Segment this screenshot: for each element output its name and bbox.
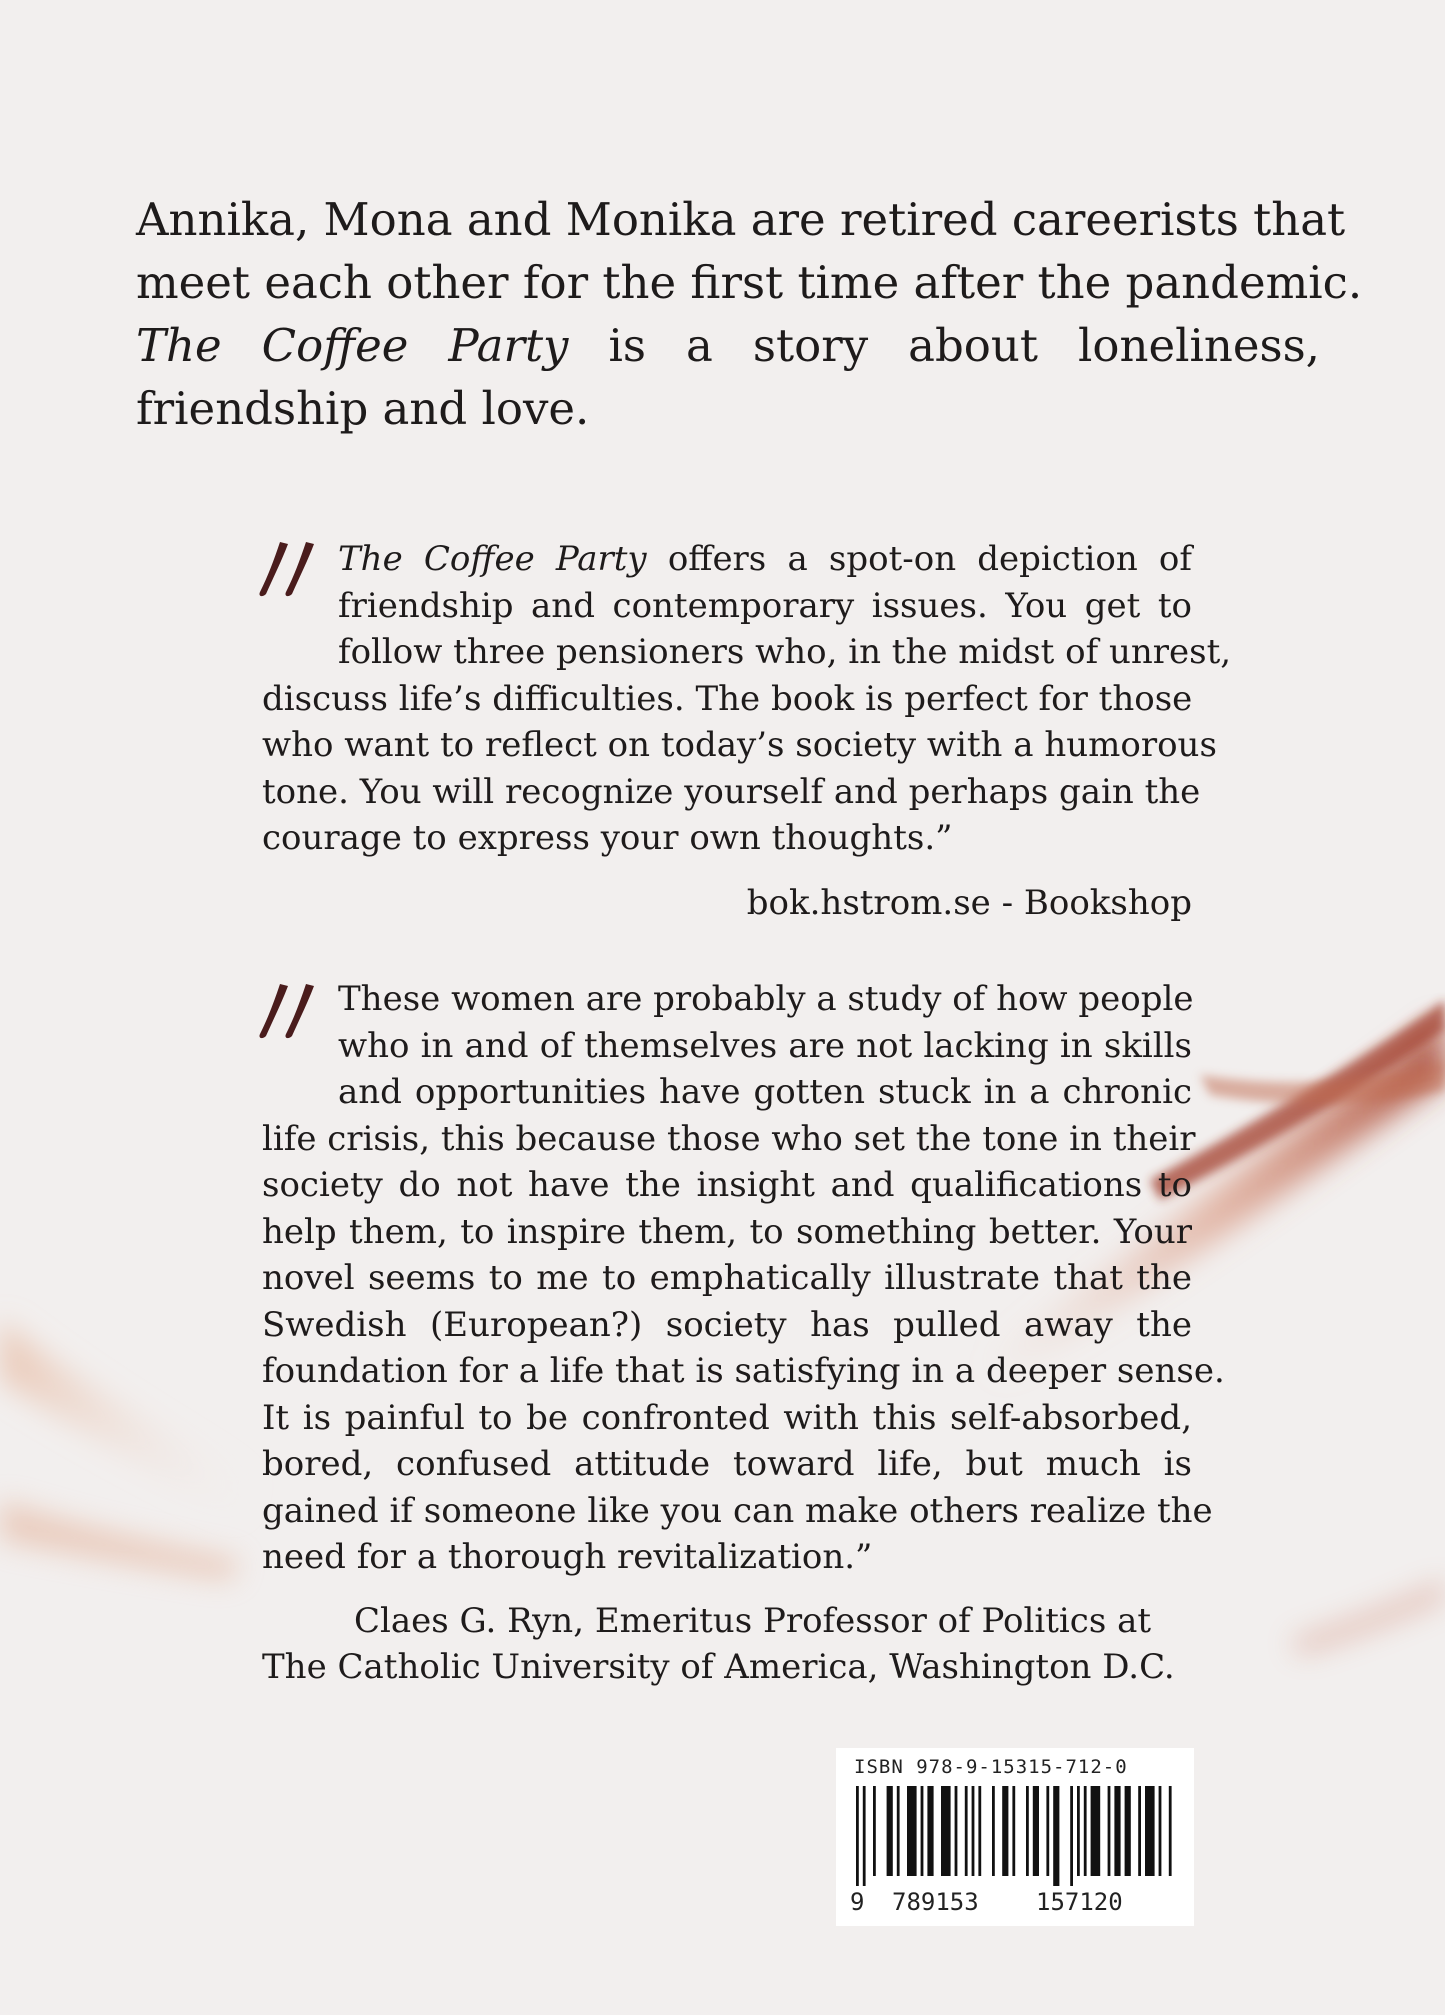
barcode-bar: [1070, 1786, 1073, 1886]
blurb-line-3: [136, 314, 1320, 377]
quote-2-line-7: novel seems to me to emphatically illustrate that the: [262, 1258, 1192, 1298]
barcode-bar: [1053, 1786, 1059, 1886]
blurb-line-4: friendship and love.: [136, 382, 590, 435]
blurb-line-3-text: is a story about loneliness,: [608, 319, 1320, 372]
quote-2-line-8: Swedish (European?) society has pulled away the: [262, 1304, 1192, 1345]
quote-2-line-1: These women are probably a study of how people: [338, 979, 1194, 1019]
barcode-bar: [1114, 1786, 1120, 1876]
barcode-bar: [1077, 1786, 1080, 1876]
barcode-bar: [1169, 1786, 1172, 1876]
barcode-bar: [1046, 1786, 1049, 1876]
barcode-bar: [1033, 1786, 1039, 1876]
quote-2-line-5: society do not have the insight and qualifications to: [262, 1165, 1192, 1205]
barcode-bar: [1026, 1786, 1029, 1876]
barcode-bar: [897, 1786, 900, 1876]
quote-2-attribution-line-2: The Catholic University of America, Washington D.C.: [262, 1647, 1175, 1687]
barcode-bar: [1125, 1786, 1131, 1876]
quote-1-line-1: [262, 536, 1192, 583]
barcode-bar: [1012, 1786, 1015, 1876]
barcode-bar: [1002, 1786, 1008, 1876]
quote-1-line-5: who want to reflect on today’s society with a humorous: [262, 725, 1217, 765]
barcode-bar: [1108, 1786, 1111, 1876]
barcode-bar: [856, 1786, 859, 1886]
barcode-bar: [1145, 1786, 1155, 1876]
barcode-digit-first: 9: [850, 1888, 865, 1916]
review-quote-1: [262, 536, 1232, 862]
quote-2-line-6: help them, to inspire them, to something better. Your: [262, 1211, 1192, 1252]
barcode-bar: [992, 1786, 995, 1876]
back-cover-blurb: [136, 188, 1363, 440]
quote-1-line-2: friendship and contemporary issues. You get to: [338, 585, 1192, 626]
barcode-bar: [927, 1786, 933, 1876]
quote-2-line-11: bored, confused attitude toward life, but much is: [262, 1444, 1192, 1484]
quote-1-book-title: The Coffee Party: [338, 539, 647, 579]
quote-2-line-9: foundation for a life that is satisfying in a deeper sense.: [262, 1351, 1225, 1391]
quote-1-line-3: follow three pensioners who, in the midst of unrest,: [338, 632, 1232, 672]
barcode-bar: [1138, 1786, 1141, 1876]
barcode-bar: [873, 1786, 876, 1876]
quote-1-line-6: tone. You will recognize yourself and perhaps gain the: [262, 771, 1201, 812]
barcode-bar: [955, 1786, 958, 1876]
quote-2-line-10: It is painful to be confronted with this self-absorbed,: [262, 1397, 1192, 1438]
barcode-bar: [1084, 1786, 1087, 1876]
quote-1-line-4: discuss life’s difficulties. The book is perfect for those: [262, 678, 1193, 719]
barcode-bar: [1159, 1786, 1162, 1876]
quote-1-attribution: bok.hstrom.se - Bookshop: [746, 883, 1192, 923]
blurb-line-1: Annika, Mona and Monika are retired careerists that: [136, 193, 1346, 246]
barcode-graphic: [850, 1786, 1180, 1886]
quote-1-line-1-text: offers a spot-on depiction of: [667, 539, 1192, 579]
barcode-digits-left: 789153: [892, 1888, 979, 1916]
isbn-number: ISBN 978-9-15315-712-0: [854, 1756, 1128, 1778]
quote-1-line-7: courage to express your own thoughts.”: [262, 818, 953, 858]
barcode-bar: [972, 1786, 975, 1876]
quote-2-attribution-line-1: Claes G. Ryn, Emeritus Professor of Politics at: [354, 1601, 1152, 1641]
review-quote-2: [262, 976, 1225, 1581]
barcode-bar: [1091, 1786, 1101, 1876]
quote-2-line-4: life crisis, this because those who set the tone in their: [262, 1118, 1196, 1159]
barcode-bar: [965, 1786, 968, 1876]
barcode-bar: [863, 1786, 866, 1886]
barcode-bar: [887, 1786, 893, 1876]
quote-2-line-13: need for a thorough revitalization.”: [262, 1537, 873, 1577]
barcode-bar: [907, 1786, 917, 1876]
quote-2-line-12: gained if someone like you can make others realize the: [262, 1490, 1213, 1531]
barcode-bar: [921, 1786, 924, 1876]
barcode-digits-right: 157120: [1036, 1888, 1123, 1916]
book-title: The Coffee Party: [136, 319, 569, 372]
isbn-barcode-panel: [836, 1748, 1194, 1926]
barcode-bar: [978, 1786, 981, 1876]
blurb-line-2: meet each other for the first time after the pandemic.: [136, 256, 1363, 309]
barcode-bar: [941, 1786, 951, 1876]
quote-2-line-3: and opportunities have gotten stuck in a chronic: [338, 1072, 1192, 1112]
quote-2-line-2: who in and of themselves are not lacking in skills: [338, 1025, 1192, 1066]
